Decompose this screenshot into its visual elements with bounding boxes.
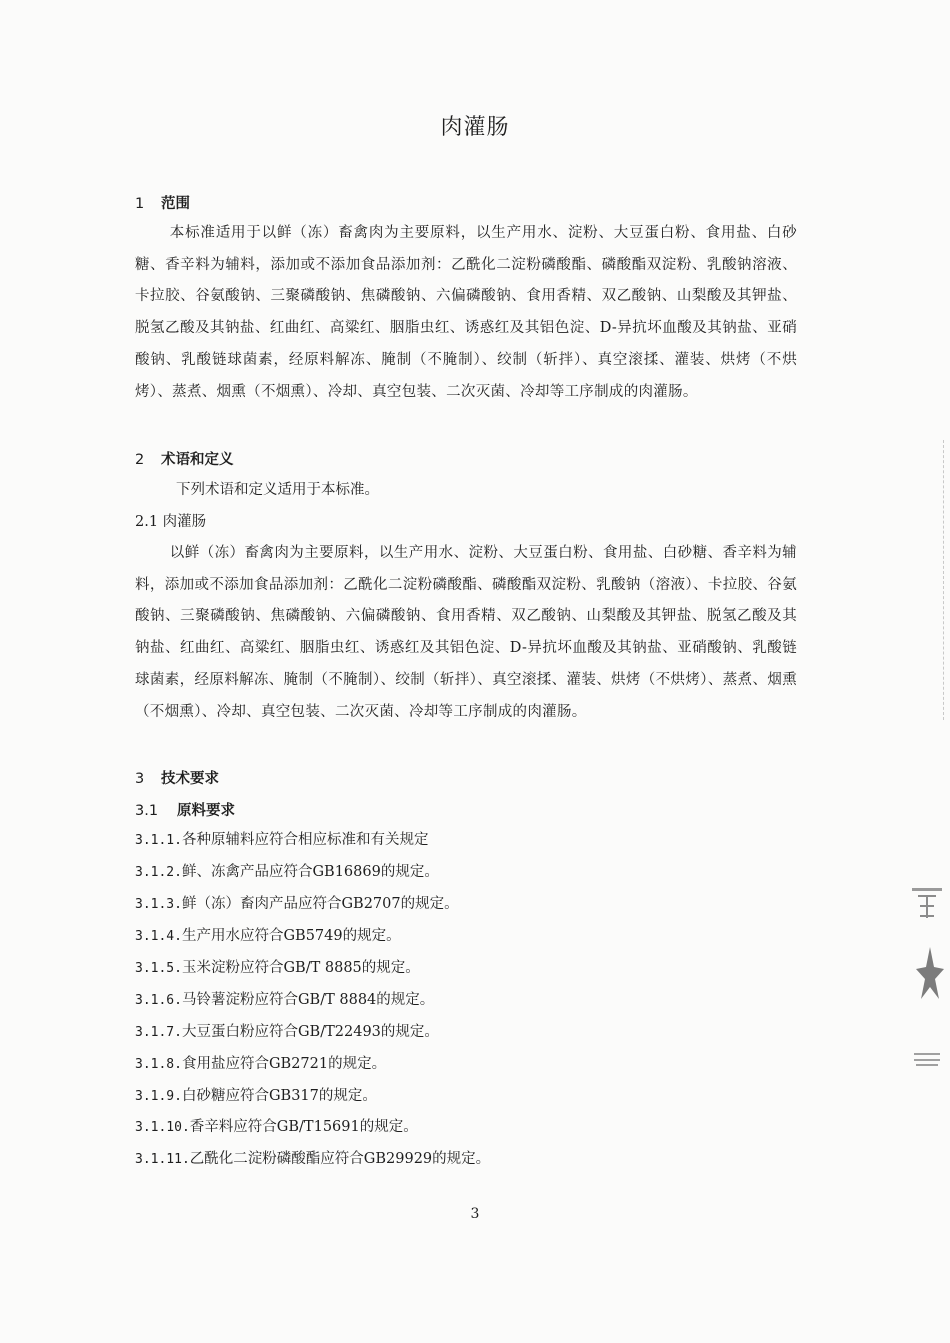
term-2-1-definition: 以鲜（冻）畜禽肉为主要原料，以生产用水、淀粉、大豆蛋白粉、食用盐、白砂糖、香辛料为辅料，添加或不添加食品添加剂：乙酰化二淀粉磷酸酯、磷酸酯双淀粉、乳酸钠（溶液）、卡拉胶、谷氨酸钠、三聚磷酸钠、焦磷酸钠、六偏磷酸钠、食用香精、双乙酸钠、山梨酸及其钾盐、脱氢乙酸及其钠盐、红曲红、高粱红、胭脂虫红、诱惑红及其铝色淀、D-异抗坏血酸及其钠盐、亚硝酸钠、乳酸链球菌素，经原料解冻、腌制（不腌制）、绞制（斩拌）、真空滚揉、灌装、烘烤（不烘烤）、蒸煮、烟熏（不烟熏）、冷却、真空包装、二次灭菌、冷却等工序制成的肉灌肠。 — [135, 545, 797, 720]
section-number: 3.1 — [135, 803, 159, 819]
section-1-heading — [135, 192, 190, 213]
terms-intro: 下列术语和定义适用于本标准。 — [176, 482, 379, 498]
item-code: 3.1.3. — [135, 897, 182, 912]
item-text: 食用盐应符合GB2721的规定。 — [181, 1056, 387, 1072]
scan-edge-artifact — [917, 440, 944, 720]
requirement-item — [135, 1086, 377, 1107]
requirement-item — [135, 1022, 439, 1043]
item-code: 3.1.7. — [135, 1025, 182, 1040]
item-text: 香辛料应符合GB/T15691的规定。 — [189, 1119, 418, 1135]
item-text: 白砂糖应符合GB317的规定。 — [181, 1088, 377, 1104]
item-text: 生产用水应符合GB5749的规定。 — [181, 928, 401, 944]
item-text: 鲜、冻禽产品应符合GB16869的规定。 — [181, 864, 439, 880]
page-number: 3 — [470, 1206, 480, 1222]
stamp-star-fragment — [915, 945, 945, 1001]
section-title: 技术要求 — [161, 771, 219, 787]
item-code: 3.1.9. — [135, 1089, 182, 1104]
section-title: 原料要求 — [177, 803, 235, 819]
section-number: 3 — [135, 771, 145, 787]
requirement-item — [135, 958, 420, 979]
scope-paragraph: 本标准适用于以鲜（冻）畜禽肉为主要原料，以生产用水、淀粉、大豆蛋白粉、食用盐、白砂糖、香辛料为辅料，添加或不添加食品添加剂：乙酰化二淀粉磷酸酯、磷酸酯双淀粉、乳酸钠溶液、卡拉胶、谷氨酸钠、三聚磷酸钠、焦磷酸钠、六偏磷酸钠、食用香精、双乙酸钠、山梨酸及其钾盐、脱氢乙酸及其钠盐、红曲红、高粱红、胭脂虫红、诱惑红及其铝色淀、D-异抗坏血酸及其钠盐、亚硝酸钠、乳酸链球菌素，经原料解冻、腌制（不腌制）、绞制（斩拌）、真空滚揉、灌装、烘烤（不烘烤）、蒸煮、烟熏（不烟熏）、冷却、真空包装、二次灭菌、冷却等工序制成的肉灌肠。 — [135, 225, 797, 400]
section-number: 1 — [135, 196, 145, 212]
section-title: 术语和定义 — [161, 452, 234, 468]
document-title: 肉灌肠 — [440, 115, 510, 140]
item-text: 马铃薯淀粉应符合GB/T 8884的规定。 — [181, 992, 435, 1008]
item-code: 3.1.1. — [135, 833, 182, 848]
term-2-1-label: 2.1 肉灌肠 — [135, 514, 207, 530]
item-code: 3.1.8. — [135, 1057, 182, 1072]
item-text: 乙酰化二淀粉磷酸酯应符合GB29929的规定。 — [189, 1151, 491, 1167]
requirement-item — [135, 1117, 418, 1138]
requirement-item — [135, 1149, 490, 1170]
item-code: 3.1.10. — [135, 1120, 190, 1135]
requirement-item — [135, 830, 428, 851]
section-number: 2 — [135, 452, 145, 468]
item-code: 3.1.2. — [135, 865, 182, 880]
item-text: 各种原辅料应符合相应标准和有关规定 — [181, 832, 429, 848]
section-3-heading — [135, 767, 219, 788]
requirement-item — [135, 862, 439, 883]
item-code: 3.1.11. — [135, 1152, 190, 1167]
stamp-fragment — [910, 886, 944, 922]
section-2-heading — [135, 448, 234, 469]
requirement-item — [135, 990, 434, 1011]
item-code: 3.1.6. — [135, 993, 182, 1008]
requirement-item — [135, 894, 459, 915]
item-text: 玉米淀粉应符合GB/T 8885的规定。 — [181, 960, 420, 976]
item-code: 3.1.5. — [135, 961, 182, 976]
item-code: 3.1.4. — [135, 929, 182, 944]
requirement-item — [135, 926, 401, 947]
stamp-fragment — [912, 1050, 942, 1068]
section-3-1-heading — [135, 799, 235, 820]
item-text: 鲜（冻）畜肉产品应符合GB2707的规定。 — [181, 896, 459, 912]
item-text: 大豆蛋白粉应符合GB/T22493的规定。 — [181, 1024, 439, 1040]
requirement-item — [135, 1054, 386, 1075]
section-title: 范围 — [161, 196, 190, 212]
